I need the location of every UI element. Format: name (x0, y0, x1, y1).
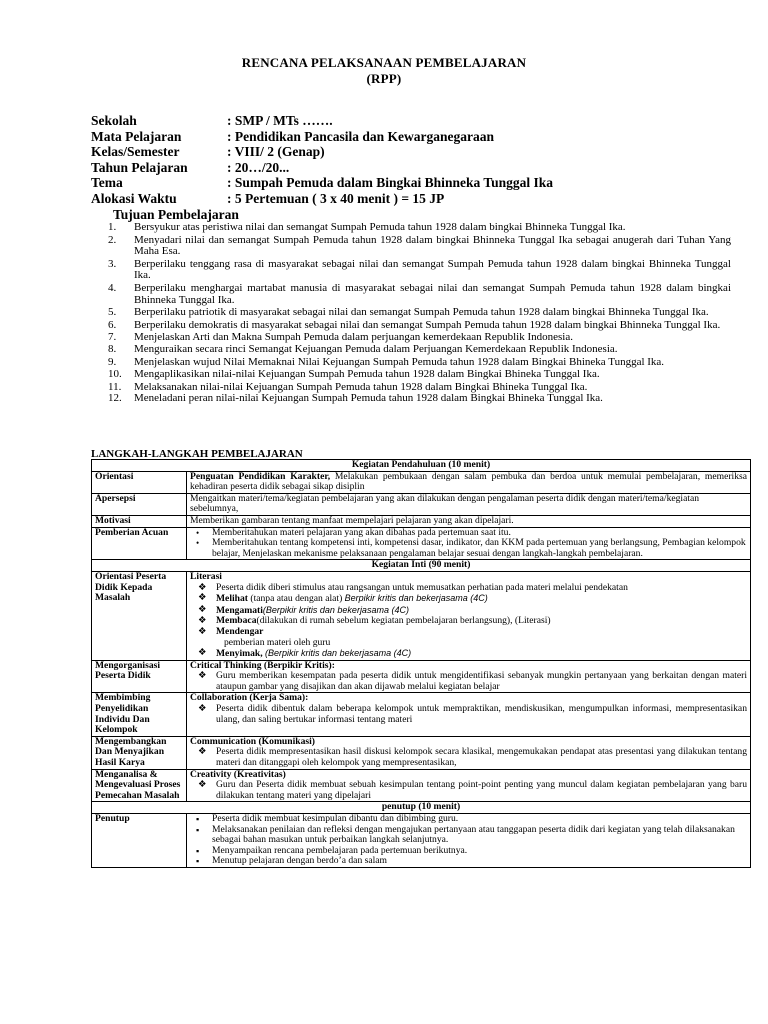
goal-number: 11. (108, 380, 122, 393)
pendahuluan-header: Kegiatan Pendahuluan (10 menit) (92, 460, 751, 472)
goal-number: 2. (108, 233, 117, 246)
row-apersepsi (92, 493, 751, 515)
diamond-bullet-icon: ❖ (198, 670, 207, 682)
inti-text: Guru dan Peserta didik membuat sebuah kesimpulan tentang point-point penting yang muncul dalam kegiatan pembelajaran yang baru dilakukan tentang materi yang dipelajari (216, 779, 747, 801)
goal-item (91, 222, 731, 234)
inti-line (190, 780, 747, 801)
info-value: : 20…/20... (227, 159, 290, 175)
goal-text: Melaksanakan nilai-nilai Kejuangan Sumpah Pemuda tahun 1928 dalam Bingkai Bhineka Tunggal Ika. (134, 380, 588, 393)
inti-line (190, 638, 747, 649)
goal-number: 4. (108, 281, 117, 294)
inti-row (92, 660, 751, 693)
document-title: RENCANA PELAKSANAAN PEMBELAJARAN (241, 55, 527, 70)
inti-line (190, 616, 747, 627)
inti-text: Peserta didik mempresentasikan hasil diskusi kelompok secara klasikal, mengemukakan pendapat atas presentasi yang dilakukan tentang materi dan ditanggapi oleh kelompok yang mempresentasikan, (216, 746, 747, 769)
goal-item (91, 259, 731, 282)
goal-text: Menjelaskan wujud Nilai Memaknai Nilai Kejuangan Sumpah Pemuda tahun 1928 dalam Bingkai Bhineka Tunggal Ika. (134, 355, 665, 368)
goal-text: Berperilaku demokratis di masyarakat sebagai nilai dan semangat Sumpah Pemuda tahun 1928 dalam bingkai Bhinneka Tunggal Ika. (134, 318, 721, 331)
bullet-icon: • (196, 538, 200, 549)
penutup-header: penutup (10 menit) (92, 802, 751, 814)
inti-head: Literasi (190, 570, 222, 582)
inti-italic: Berpikir kritis dan bekerjasama (4C) (344, 593, 488, 604)
inti-header-row (92, 560, 751, 572)
goal-number: 3. (108, 257, 117, 270)
info-label: Sekolah (91, 113, 137, 128)
penutup-item (190, 825, 747, 846)
inti-label: Orientasi Peserta Didik Kepada Masalah (92, 571, 187, 660)
orientasi-text: Melakukan pembukaan dengan salam pembuka dan berdoa untuk memulai pembelajaran, memeriksa kehadiran peserta didik sebagai sikap disiplin (190, 470, 748, 493)
info-label: Alokasi Waktu (91, 190, 177, 206)
inti-row (92, 693, 751, 736)
penutup-text: Melaksanakan penilaian dan refleksi dengan mengajukan pertanyaan atau tanggapan peserta didik dari kegiatan yang telah dilaksanakan sebagai bahan masukan untuk perbaikan langkah selanjutnya. (212, 823, 735, 846)
inti-line (190, 648, 747, 660)
goal-text: Mengaplikasikan nilai-nilai Kejuangan Sumpah Pemuda tahun 1928 dalam Bingkai Bhineka Tunggal Ika. (134, 368, 600, 381)
info-value: : Pendidikan Pancasila dan Kewarganegaraan (227, 128, 495, 144)
inti-text: Peserta didik diberi stimulus atau rangsangan untuk memusatkan perhatian pada materi melalui pendekatan (216, 581, 628, 593)
penutup-row (92, 814, 751, 868)
info-label: Tema (91, 175, 123, 190)
goal-item (91, 307, 731, 319)
inti-header: Kegiatan Inti (90 menit) (92, 560, 751, 572)
inti-line (190, 704, 747, 725)
inti-line (190, 593, 747, 605)
inti-content (187, 693, 751, 736)
apersepsi-label: Apersepsi (92, 493, 187, 515)
goal-item (91, 357, 731, 369)
tujuan-heading: Tujuan Pembelajaran (113, 207, 239, 222)
apersepsi-text: Mengaitkan materi/tema/kegiatan pembelajaran yang akan dilakukan dengan pengalaman peserta didik dengan materi/tema/kegiatan sebelumnya, (187, 493, 751, 515)
inti-content (187, 571, 751, 660)
inti-bold: Membaca (216, 615, 257, 627)
inti-row (92, 769, 751, 802)
penutup-content (187, 814, 751, 868)
square-bullet-icon: ▪ (196, 824, 200, 835)
acuan-item (190, 538, 747, 559)
identity-block (91, 113, 553, 206)
goal-number: 9. (108, 355, 117, 368)
goal-text: Berperilaku menghargai martabat manusia di masyarakat sebagai nilai dan semangat Sumpah Pemuda tahun 1928 dalam bingkai Bhinneka Tunggal Ika. (134, 281, 731, 306)
diamond-bullet-icon: ❖ (198, 592, 207, 604)
info-row (91, 175, 553, 191)
motivasi-label: Motivasi (92, 515, 187, 527)
inti-line (190, 627, 747, 638)
goals-list (91, 222, 731, 406)
goal-text: Menjelaskan Arti dan Makna Sumpah Pemuda dalam perjuangan kemerdekaan Republik Indonesia. (134, 331, 573, 344)
goal-number: 12. (108, 392, 122, 405)
info-value: : VIII/ 2 (Genap) (227, 144, 325, 159)
info-value: : SMP / MTs ……. (227, 113, 333, 128)
goal-text: Berperilaku patriotik di masyarakat sebagai nilai dan semangat Sumpah Pemuda tahun 1928 dalam bingkai Bhinneka Tunggal Ika. (134, 306, 709, 319)
inti-head: Collaboration (Kerja Sama): (190, 692, 309, 704)
goal-number: 6. (108, 318, 117, 331)
inti-row (92, 736, 751, 769)
inti-row (92, 571, 751, 660)
penutup-text: Peserta didik membuat kesimpulan dibantu dan dibimbing guru. (212, 813, 459, 824)
inti-line (190, 747, 747, 768)
inti-head: Communication (Komunikasi) (190, 735, 315, 747)
inti-text: Peserta didik dibentuk dalam beberapa kelompok untuk mempraktikan, mendiskusikan, mengumpulkan informasi, mempresentasikan ulang, dan saling bertukar informasi tentang materi (216, 703, 747, 725)
langkah-heading: LANGKAH-LANGKAH PEMBELAJARAN (91, 448, 303, 460)
info-value: : 5 Pertemuan ( 3 x 40 menit ) = 15 JP (227, 190, 445, 206)
inti-content (187, 660, 751, 693)
document-subtitle: (RPP) (366, 71, 402, 86)
goal-text: Meneladani peran nilai-nilai Kejuangan Sumpah Pemuda tahun 1928 dalam Bingkai Bhineka Tunggal Ika. (134, 392, 603, 405)
inti-line (190, 583, 747, 594)
inti-head: Critical Thinking (Berpikir Kritis): (190, 659, 335, 671)
penutup-header-row (92, 802, 751, 814)
info-row (91, 113, 553, 129)
inti-content (187, 736, 751, 769)
goal-number: 10. (108, 368, 122, 381)
square-bullet-icon: ▪ (196, 856, 200, 867)
acuan-content (187, 527, 751, 560)
diamond-bullet-icon: ❖ (198, 779, 207, 791)
inti-italic: (Berpikir kritis dan bekerjasama (4C) (265, 648, 412, 659)
diamond-bullet-icon: ❖ (198, 581, 207, 593)
info-label: Mata Pelajaran (91, 128, 182, 144)
acuan-label: Pemberian Acuan (92, 527, 187, 560)
goal-number: 7. (108, 331, 117, 344)
inti-bold: Menyimak, (216, 648, 263, 660)
goal-item (91, 283, 731, 306)
info-row (91, 191, 553, 207)
steps-table (91, 459, 751, 868)
diamond-bullet-icon: ❖ (198, 625, 207, 637)
penutup-text: Menutup pelajaran dengan berdo’a dan salam (212, 855, 388, 867)
inti-content (187, 769, 751, 802)
inti-line (190, 671, 747, 692)
bullet-icon: • (196, 527, 200, 538)
diamond-bullet-icon: ❖ (198, 615, 207, 627)
inti-label: Menganalisa & Mengevaluasi Proses Pemecahan Masalah (92, 769, 187, 802)
info-label: Tahun Pelajaran (91, 159, 188, 175)
inti-text: (tanpa atau dengan alat) (247, 593, 345, 605)
penutup-item (190, 856, 747, 867)
orientasi-bold: Penguatan Pendidikan Karakter, (190, 470, 331, 482)
goal-text: Menguraikan secara rinci Semangat Kejuangan Pemuda dalam Perjuangan Kemerdekaan Republik Indonesia. (134, 342, 618, 355)
inti-italic: (Berpikir kritis dan bekerjasama (4C) (262, 604, 409, 615)
square-bullet-icon: ▪ (196, 845, 200, 856)
info-row (91, 129, 553, 145)
row-acuan (92, 527, 751, 560)
goal-item (91, 320, 731, 332)
inti-text: Guru memberikan kesempatan pada peserta didik untuk mengidentifikasi sebanyak mungkin pertanyaan yang berkaitan dengan materi ataupun gambar yang disajikan dan akan dijawab melalui kegiatan belajar (216, 670, 747, 692)
inti-text: (dilakukan di rumah sebelum kegiatan pembelajaran berlangsung), (Literasi) (256, 615, 551, 627)
goal-item (91, 235, 731, 258)
inti-head: Creativity (Kreativitas) (190, 768, 286, 780)
inti-bold: Mendengar (216, 625, 264, 637)
goal-number: 1. (108, 221, 117, 233)
inti-bold: Mengamati (216, 604, 263, 616)
goal-number: 5. (108, 306, 117, 319)
row-motivasi (92, 515, 751, 527)
orientasi-label: Orientasi (92, 471, 187, 493)
penutup-label: Penutup (92, 814, 187, 868)
acuan-text: Memberitahukan tentang kompetensi inti, kompetensi dasar, indikator, dan KKM pada pertemuan yang berlangsung, Pembagian kelompok belajar, Menjelaskan mekanisme pelaksanaan pengalaman belajar sesuai dengan langkah-langkah pembelajaran. (212, 537, 746, 559)
diamond-bullet-icon: ❖ (198, 746, 207, 758)
diamond-bullet-icon: ❖ (198, 603, 207, 615)
inti-label: Mengorganisasi Peserta Didik (92, 660, 187, 693)
goal-text: Berperilaku tenggang rasa di masyarakat sebagai nilai dan semangat Sumpah Pemuda tahun 1928 dalam bingkai Bhinneka Tunggal Ika. (134, 257, 731, 282)
goal-text: Bersyukur atas peristiwa nilai dan semangat Sumpah Pemuda tahun 1928 dalam bingkai Bhinneka Tunggal Ika. (134, 221, 626, 233)
info-label: Kelas/Semester (91, 144, 180, 159)
orientasi-content (187, 471, 751, 493)
acuan-text: Memberitahukan materi pelajaran yang akan dibahas pada pertemuan saat itu. (212, 526, 511, 538)
inti-text: pemberian materi oleh guru (224, 636, 331, 648)
info-row (91, 160, 553, 176)
diamond-bullet-icon: ❖ (198, 647, 207, 659)
inti-bold: Melihat (216, 593, 248, 605)
goal-item (91, 344, 731, 356)
info-row (91, 144, 553, 160)
square-bullet-icon: ▪ (196, 814, 200, 824)
info-value: : Sumpah Pemuda dalam Bingkai Bhinneka Tunggal Ika (227, 175, 554, 190)
diamond-bullet-icon: ❖ (198, 703, 207, 715)
penutup-text: Menyampaikan rencana pembelajaran pada pertemuan berikutnya. (212, 844, 468, 856)
goal-item (91, 369, 731, 381)
goal-number: 8. (108, 342, 117, 355)
goal-text: Menyadari nilai dan semangat Sumpah Pemuda tahun 1928 dalam bingkai Bhinneka Tunggal Ika sebagai anugerah dari Tuhan Yang Maha Esa. (134, 233, 731, 258)
row-orientasi (92, 471, 751, 493)
inti-label: Mengembangkan Dan Menyajikan Hasil Karya (92, 736, 187, 769)
motivasi-text: Memberikan gambaran tentang manfaat mempelajari pelajaran yang akan dipelajari. (187, 515, 751, 527)
inti-label: Membimbing Penyelidikan Individu Dan Kelompok (92, 693, 187, 736)
goal-item (91, 393, 731, 405)
